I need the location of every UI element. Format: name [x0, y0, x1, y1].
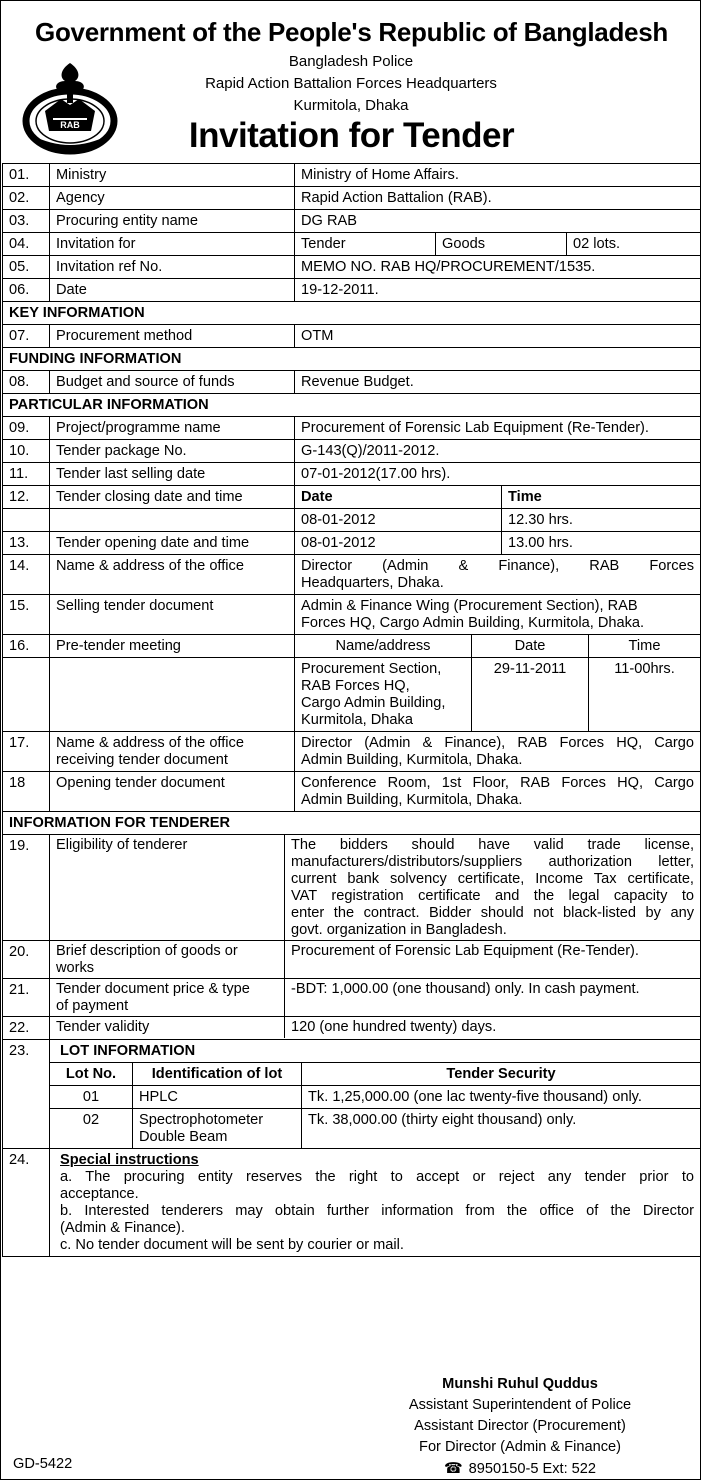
- row-label: Tender closing date and time: [50, 486, 295, 509]
- label-line: Name & address of the office: [56, 735, 244, 751]
- table-row: [3, 772, 701, 812]
- row-value: Revenue Budget.: [295, 371, 701, 394]
- row-number: 11.: [3, 463, 50, 486]
- row-number: 19.: [3, 835, 50, 941]
- signatory-name: Munshi Ruhul Quddus: [442, 1376, 598, 1392]
- row-number: 22.: [3, 1017, 50, 1040]
- row-value: [295, 595, 701, 635]
- pretender-name-header: Name/address: [295, 635, 472, 658]
- table-row: [3, 233, 701, 256]
- signatory-title: For Director (Admin & Finance): [419, 1439, 621, 1455]
- table-row: [3, 532, 701, 555]
- row-value: [295, 658, 701, 732]
- instruction-line: b. Interested tenderers may obtain further information from the office of the Director: [60, 1203, 694, 1219]
- table-row: [3, 635, 701, 658]
- value-line: Admin Building, Kurmitola, Dhaka.: [301, 752, 523, 768]
- label-line: Brief description of goods or: [56, 943, 238, 959]
- table-row: [3, 555, 701, 595]
- lot-table: [49, 1062, 701, 1149]
- table-row: [3, 658, 701, 732]
- eligibility-text: [285, 834, 701, 941]
- notice-code: GD-5422: [13, 1456, 73, 1472]
- row-value: Ministry of Home Affairs.: [295, 164, 701, 187]
- special-instructions: [50, 1149, 701, 1257]
- phone-number: 8950150-5 Ext: 522: [468, 1461, 597, 1477]
- table-row: [3, 835, 701, 941]
- table-row: [3, 486, 701, 509]
- selling-location-line: Forces HQ, Cargo Admin Building, Kurmitola, Dhaka.: [301, 615, 645, 631]
- row-number: 18: [3, 772, 50, 812]
- pretender-date: 29-11-2011: [472, 658, 589, 732]
- section-heading: [3, 394, 701, 417]
- value-line: Director (Admin & Finance), RAB Forces HQ, Cargo: [301, 735, 694, 751]
- lot-row: [50, 1086, 701, 1109]
- lot-no: 01: [50, 1086, 133, 1109]
- row-number: 21.: [3, 979, 50, 1017]
- section-heading: [3, 812, 701, 835]
- row-label: Pre-tender meeting: [50, 635, 295, 658]
- tender-info-table: [2, 163, 701, 1257]
- row-label: Tender last selling date: [50, 463, 295, 486]
- section-heading: [3, 302, 701, 325]
- row-label: Tender package No.: [50, 440, 295, 463]
- table-row: [3, 509, 701, 532]
- header-line-location: Kurmitola, Dhaka: [293, 97, 409, 114]
- value-line: Admin Building, Kurmitola, Dhaka.: [301, 792, 523, 808]
- rab-emblem-text: RAB: [60, 120, 80, 130]
- venue-line: Cargo Admin Building,: [301, 695, 446, 711]
- row-label: [50, 732, 295, 772]
- label-line: works: [56, 960, 95, 976]
- venue-line: RAB Forces HQ,: [301, 678, 410, 694]
- header-line-rab-hq: Rapid Action Battalion Forces Headquarters: [205, 75, 497, 92]
- lot-row: [50, 1109, 701, 1149]
- row-value: [295, 555, 701, 595]
- row-value: Rapid Action Battalion (RAB).: [295, 187, 701, 210]
- opening-time: 13.00 hrs.: [502, 532, 701, 555]
- row-value: [295, 486, 701, 509]
- table-row: [3, 279, 701, 302]
- table-row: [3, 256, 701, 279]
- row-label: Ministry: [50, 164, 295, 187]
- invitation-lots: 02 lots.: [567, 233, 701, 256]
- venue-line: Procurement Section,: [301, 661, 442, 677]
- row-label: Tender opening date and time: [50, 532, 295, 555]
- row-value: [295, 532, 701, 555]
- row-value: [295, 772, 701, 812]
- lot-information: [50, 1040, 701, 1149]
- row-number: 14.: [3, 555, 50, 595]
- row-number: 16.: [3, 635, 50, 658]
- row-value: [295, 233, 701, 256]
- row-value: 120 (one hundred twenty) days.: [285, 1016, 701, 1038]
- row-number: 13.: [3, 532, 50, 555]
- lot-identification-header: Identification of lot: [133, 1063, 302, 1086]
- signature-block: [400, 1374, 640, 1480]
- row-value: OTM: [295, 325, 701, 348]
- row-number: 08.: [3, 371, 50, 394]
- row-value: Procurement of Forensic Lab Equipment (Re-Tender).: [295, 417, 701, 440]
- table-row: [3, 941, 701, 979]
- lot-identification: [133, 1109, 302, 1149]
- label-line: Tender document price & type: [56, 981, 250, 997]
- telephone-icon: ☎: [443, 1460, 463, 1477]
- section-funding-information: FUNDING INFORMATION: [3, 348, 701, 371]
- lot-no-header: Lot No.: [50, 1063, 133, 1086]
- table-row: [3, 417, 701, 440]
- lot-identification-line: Spectrophotometer: [139, 1112, 264, 1128]
- row-number: 12.: [3, 486, 50, 509]
- eligibility-line: current bank solvency certificate, Income Tax certificate,: [291, 871, 694, 887]
- special-instructions-title: Special instructions: [60, 1152, 199, 1168]
- row-number: 06.: [3, 279, 50, 302]
- office-address-line: Headquarters, Dhaka.: [301, 575, 444, 591]
- row-number: 10.: [3, 440, 50, 463]
- row-number: 09.: [3, 417, 50, 440]
- government-title: Government of the People's Republic of Bangladesh: [35, 17, 668, 47]
- row-value: [295, 732, 701, 772]
- row-number: 15.: [3, 595, 50, 635]
- pretender-date-header: Date: [472, 635, 589, 658]
- pretender-venue: [295, 658, 472, 732]
- eligibility-line: enter the contract. Bidder should not black-listed by any: [291, 905, 694, 921]
- instruction-line: c. No tender document will be sent by courier or mail.: [60, 1237, 404, 1253]
- row-number: 24.: [3, 1149, 50, 1257]
- row-label: Invitation ref No.: [50, 256, 295, 279]
- section-key-information: KEY INFORMATION: [3, 302, 701, 325]
- closing-date: 08-01-2012: [295, 509, 502, 532]
- instruction-line: acceptance.: [60, 1186, 139, 1202]
- section-information-for-tenderer: INFORMATION FOR TENDERER: [3, 812, 701, 835]
- eligibility-line: VAT registration certificate and the legal capacity to: [291, 888, 694, 904]
- instruction-line: (Admin & Finance).: [60, 1220, 185, 1236]
- table-row: [3, 1149, 701, 1257]
- row-label: Project/programme name: [50, 417, 295, 440]
- invitation-title: Invitation for Tender: [188, 116, 515, 155]
- row-label: Tender validity: [50, 1016, 285, 1038]
- section-particular-information: PARTICULAR INFORMATION: [3, 394, 701, 417]
- tender-security-header: Tender Security: [302, 1063, 701, 1086]
- invitation-type: Tender: [295, 233, 436, 256]
- closing-time: 12.30 hrs.: [502, 509, 701, 532]
- row-value: MEMO NO. RAB HQ/PROCUREMENT/1535.: [295, 256, 701, 279]
- row-label: Agency: [50, 187, 295, 210]
- label-line: receiving tender document: [56, 752, 228, 768]
- eligibility-line: manufacturers/distributors/suppliers authorization letter,: [291, 854, 694, 870]
- row-label: Eligibility of tenderer: [50, 834, 285, 941]
- table-row: [3, 1017, 701, 1040]
- row-number: 05.: [3, 256, 50, 279]
- label-line: of payment: [56, 998, 129, 1014]
- invitation-category: Goods: [436, 233, 567, 256]
- signatory-title: Assistant Director (Procurement): [414, 1418, 626, 1434]
- row-label: Name & address of the office: [50, 555, 295, 595]
- table-row: [3, 187, 701, 210]
- table-row: [3, 371, 701, 394]
- lot-security: Tk. 38,000.00 (thirty eight thousand) only.: [302, 1109, 701, 1149]
- eligibility-line: govt. organization in Bangladesh.: [291, 922, 507, 938]
- venue-line: Kurmitola, Dhaka: [301, 712, 413, 728]
- row-label: Selling tender document: [50, 595, 295, 635]
- row-value: DG RAB: [295, 210, 701, 233]
- row-label: [50, 978, 285, 1017]
- row-label: Invitation for: [50, 233, 295, 256]
- pretender-time: 11-00hrs.: [589, 658, 701, 732]
- row-number: 23.: [3, 1040, 50, 1149]
- table-row: [3, 164, 701, 187]
- lot-identification-line: Double Beam: [139, 1129, 228, 1145]
- row-number: 01.: [3, 164, 50, 187]
- table-row: [3, 325, 701, 348]
- row-label: Budget and source of funds: [50, 371, 295, 394]
- row-value: 19-12-2011.: [295, 279, 701, 302]
- opening-date: 08-01-2012: [295, 532, 502, 555]
- row-value: -BDT: 1,000.00 (one thousand) only. In cash payment.: [285, 978, 701, 1017]
- row-number: 02.: [3, 187, 50, 210]
- row-value: [295, 635, 701, 658]
- table-row: [3, 210, 701, 233]
- signatory-phone: [400, 1458, 640, 1480]
- table-row: [3, 732, 701, 772]
- eligibility-line: The bidders should have valid trade license,: [291, 837, 694, 853]
- row-label: Date: [50, 279, 295, 302]
- table-row: [3, 979, 701, 1017]
- closing-time-header: Time: [502, 486, 701, 509]
- row-value: [295, 509, 701, 532]
- row-label: Procurement method: [50, 325, 295, 348]
- row-value: G-143(Q)/2011-2012.: [295, 440, 701, 463]
- selling-location-line: Admin & Finance Wing (Procurement Section), RAB: [301, 598, 638, 614]
- row-label: Procuring entity name: [50, 210, 295, 233]
- table-row: [3, 1040, 701, 1149]
- row-number: 03.: [3, 210, 50, 233]
- closing-date-header: Date: [295, 486, 502, 509]
- pretender-time-header: Time: [589, 635, 701, 658]
- lot-security: Tk. 1,25,000.00 (one lac twenty-five thousand) only.: [302, 1086, 701, 1109]
- table-row: [3, 440, 701, 463]
- header-line-police: Bangladesh Police: [288, 53, 414, 70]
- signatory-title: Assistant Superintendent of Police: [408, 1397, 632, 1413]
- row-number: 17.: [3, 732, 50, 772]
- row-number: 04.: [3, 233, 50, 256]
- lot-identification: HPLC: [133, 1086, 302, 1109]
- row-value: Procurement of Forensic Lab Equipment (Re-Tender).: [285, 940, 701, 979]
- lot-no: 02: [50, 1109, 133, 1149]
- value-line: Conference Room, 1st Floor, RAB Forces HQ, Cargo: [301, 775, 694, 791]
- row-label: [50, 940, 285, 979]
- office-address-line: Director (Admin & Finance), RAB Forces: [301, 558, 694, 574]
- row-number: 07.: [3, 325, 50, 348]
- row-number: 20.: [3, 941, 50, 979]
- table-row: [3, 463, 701, 486]
- table-row: [3, 595, 701, 635]
- row-value: 07-01-2012(17.00 hrs).: [295, 463, 701, 486]
- section-heading: [3, 348, 701, 371]
- instruction-line: a. The procuring entity reserves the right to accept or reject any tender prior to: [60, 1169, 694, 1185]
- lot-information-title: LOT INFORMATION: [60, 1043, 196, 1059]
- row-label: Opening tender document: [50, 772, 295, 812]
